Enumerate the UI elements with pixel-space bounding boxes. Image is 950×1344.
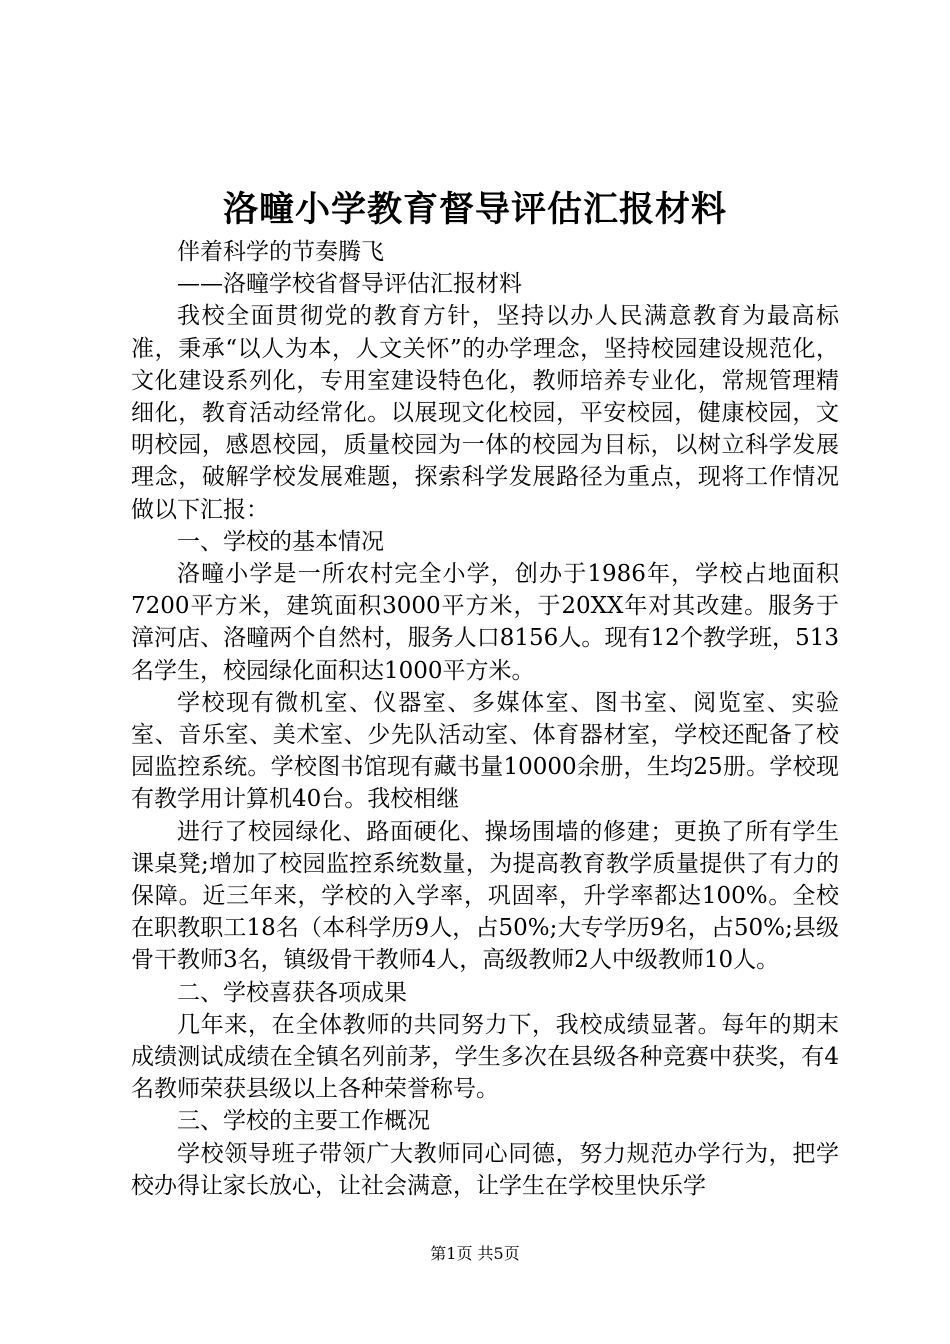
document-body: [131, 236, 839, 1202]
section-heading: 一、学校的基本情况: [177, 528, 384, 555]
section-heading: 三、学校的主要工作概况: [177, 1108, 430, 1135]
subtitle-source: ——洛疃学校省督导评估汇报材料: [177, 271, 522, 298]
document-title: 洛疃小学教育督导评估汇报材料: [222, 189, 727, 230]
paragraph: 洛疃小学是一所农村完全小学，创办于1986年，学校占地面积7200平方米，建筑面积3000平方米，于20XX年对其改建。服务于漳河店、洛疃两个自然村，服务人口8156人。现有12个教学班，513名学生，校园绿化面积达1000平方米。: [131, 561, 839, 684]
paragraph: 几年来，在全体教师的共同努力下，我校成绩显著。每年的期末成绩测试成绩在全镇名列前茅，学生多次在县级各种竞赛中获奖，有4名教师荣获县级以上各种荣誉称号。: [131, 1011, 839, 1103]
paragraph: 学校领导班子带领广大教师同心同德，努力规范办学行为，把学校办得让家长放心，让社会满意，让学生在学校里快乐学: [131, 1140, 839, 1199]
paragraph: 我校全面贯彻党的教育方针，坚持以办人民满意教育为最高标准，秉承“以人为本，人文关怀”的办学理念，坚持校园建设规范化，文化建设系列化，专用室建设特色化，教师培养专业化，常规管理精细化，教育活动经常化。以展现文化校园，平安校园，健康校园，文明校园，感恩校园，质量校园为一体的校园为目标，以树立科学发展理念，破解学校发展难题，探索科学发展路径为重点，现将工作情况做以下汇报：: [131, 303, 839, 523]
page-number: 第1页 共5页: [430, 1244, 520, 1263]
paragraph: 学校现有微机室、仪器室、多媒体室、图书室、阅览室、实验室、音乐室、美术室、少先队活动室、体育器材室，学校还配备了校园监控系统。学校图书馆现有藏书量10000余册，生均25册。学校现有教学用计算机40台。我校相继: [131, 689, 839, 813]
paragraph: 进行了校园绿化、路面硬化、操场围墙的修建；更换了所有学生课桌凳;增加了校园监控系统数量，为提高教育教学质量提供了有力的保障。近三年来，学校的入学率，巩固率，升学率都达100%。全校在职教职工18名（本科学历9人，占50%;大专学历9名，占50%;县级骨干教师3名，镇级骨干教师4人，高级教师2人中级教师10人。: [131, 818, 839, 974]
subtitle: 伴着科学的节奏腾飞: [177, 239, 384, 265]
section-heading: 二、学校喜获各项成果: [177, 979, 407, 1006]
